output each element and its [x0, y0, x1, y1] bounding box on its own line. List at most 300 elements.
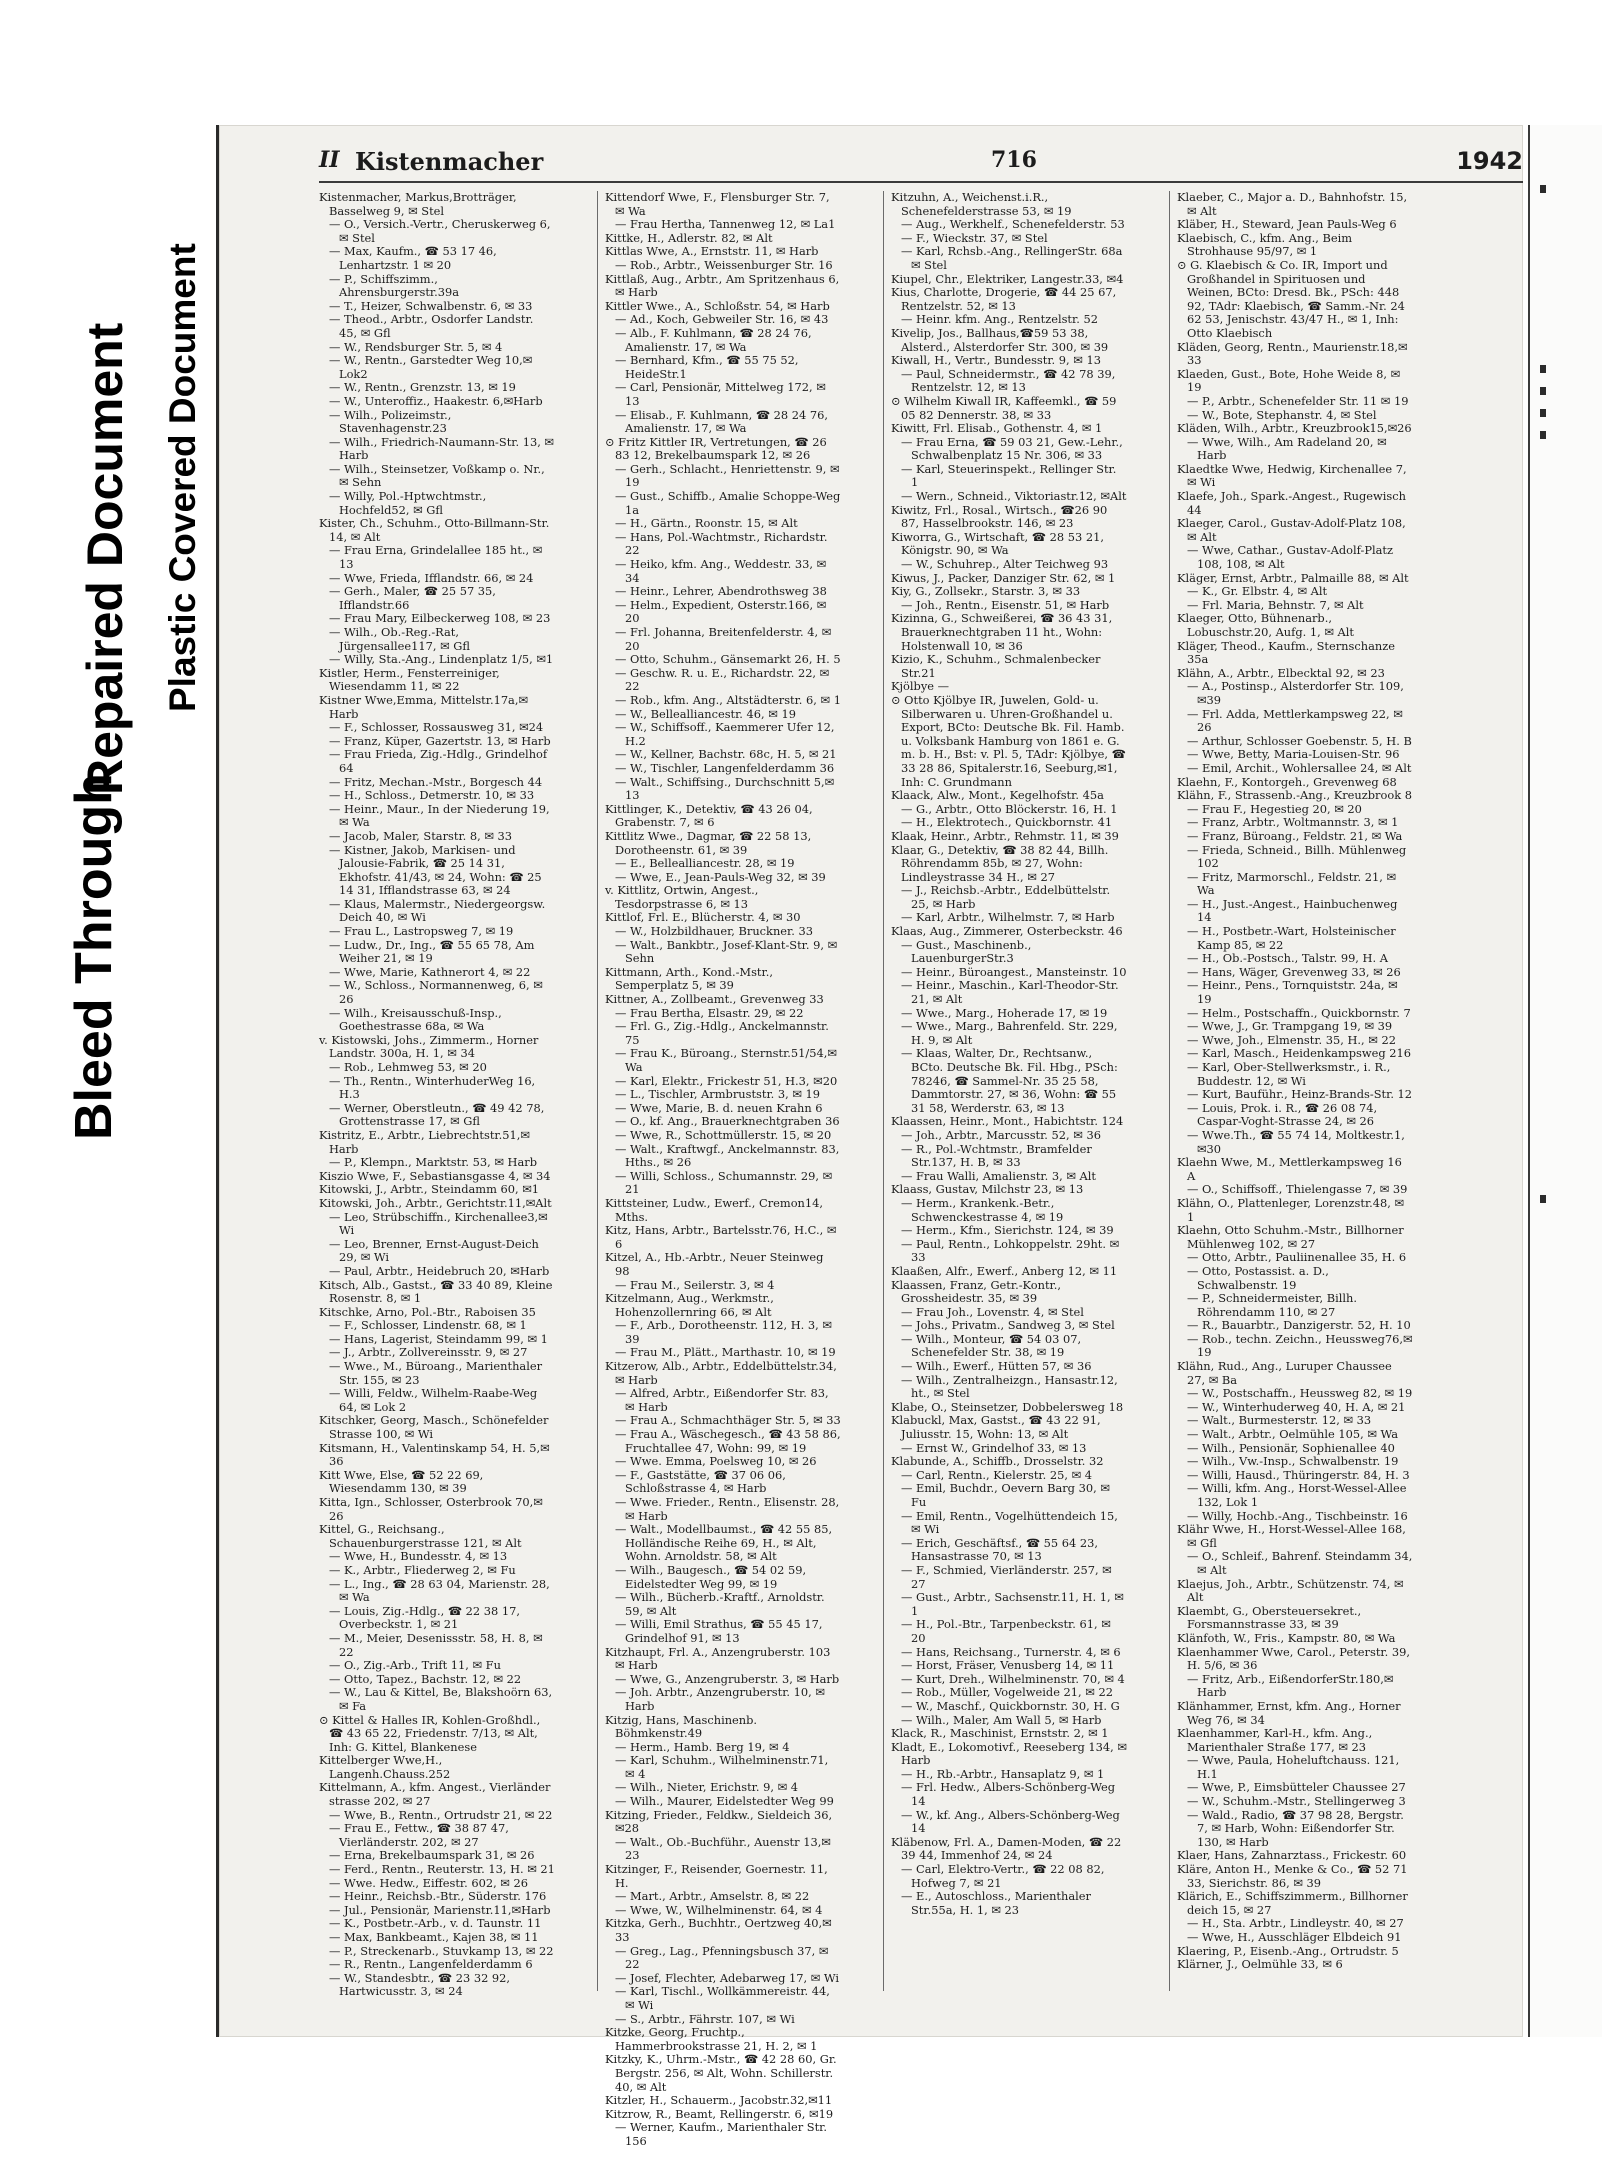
- directory-entry: — W., Kellner, Bachstr. 68c, H. 5, ✉ 21: [615, 747, 837, 762]
- directory-entry: — S., Arbtr., Fährstr. 107, ✉ Wi: [615, 2011, 795, 2026]
- directory-entry: — H., Sta. Arbtr., Lindleystr. 40, ✉ 27: [1187, 1916, 1404, 1931]
- directory-entry: — P., Schiffszimm., Ahrensburgerstr.39a: [329, 271, 460, 300]
- directory-entry: Klähn, O., Plattenleger, Lorenzstr.48, ✉ 1: [1177, 1195, 1405, 1224]
- directory-entry: Kitschker, Georg, Masch., Schönefelder Strasse 100, ✉ Wi: [319, 1413, 549, 1442]
- directory-entry: — Helm., Postschaffn., Quickbornstr. 7: [1187, 1005, 1411, 1020]
- directory-entry: — Joh. Arbtr., Anzengruberstr. 10, ✉Harb: [615, 1685, 825, 1713]
- directory-entry: Klaenhammer Wwe, Carol., Peterstr. 39, H. 5/6, ✉ 36: [1177, 1644, 1410, 1673]
- directory-entry: — Frau Mary, Eilbeckerweg 108, ✉ 23: [329, 611, 551, 626]
- directory-entry: Kizinna, G., Schweißerei, ☎ 36 43 31, Brauerknechtgraben 11 ht., Wohn: Holstenwall 10, ✉ 36: [891, 611, 1113, 653]
- directory-entry: — Walt., Bankbtr., Josef-Klant-Str. 9, ✉ Sehn: [615, 937, 838, 966]
- directory-entry: Kiszio Wwe, F., Sebastiansgasse 4, ✉ 34: [319, 1168, 551, 1183]
- directory-entry: — Wwe, G., Anzengruberstr. 3, ✉ Harb: [615, 1671, 840, 1686]
- directory-entry: — Th., Rentn., WinterhuderWeg 16, H.3: [329, 1073, 536, 1102]
- directory-entry: — Wilh., Ob.-Reg.-Rat, Jürgensallee117, ✉ Gfl: [329, 625, 470, 653]
- directory-entry: — Willy, Pol.-Hptwchtmstr., Hochfeld52, ✉ Gfl: [329, 489, 487, 517]
- directory-entry: ⊙ Otto Kjölbye IR, Juwelen, Gold- u. Silberwaren u. Uhren-Großhandel u. Export, BCto: Deutsche Bk. Fil. Hamb. u. Volksbank Hamburg von 1861 e. G. m. b. H., Bst: v. Pl. 5, TAdr: Kjölbye, ☎ 33 28 86, Spitalerstr.16, Seeburg,✉1, Inh: C. Grundmann: [891, 692, 1126, 789]
- directory-entry: Kitzerow, Alb., Arbtr., Eddelbüttelstr.34, ✉ Harb: [605, 1359, 837, 1387]
- directory-entry: — W., Lau & Kittel, Be, Blakshoörn 63, ✉ Fa: [329, 1685, 553, 1713]
- directory-entry: — T., Heizer, Schwalbenstr. 6, ✉ 33: [329, 298, 533, 313]
- directory-entry: — Franz, Arbtr., Woltmannstr. 3, ✉ 1: [1187, 815, 1399, 830]
- directory-entry: — Fritz, Marmorschl., Feldstr. 21, ✉ Wa: [1187, 869, 1396, 898]
- directory-entry: Kittmann, Arth., Kond.-Mstr., Semperplatz 5, ✉ 39: [605, 964, 773, 993]
- directory-entry: — Wwe, R., Schottmüllerstr. 15, ✉ 20: [615, 1127, 832, 1142]
- directory-entry: — Wwe, Paula, Hoheluftchauss. 121, H.1: [1187, 1753, 1400, 1781]
- directory-entry: Kitzhaupt, Frl. A., Anzengruberstr. 103 ✉ Harb: [605, 1644, 831, 1673]
- directory-entry: — W., Tischler, Langenfelderdamm 36: [615, 760, 835, 775]
- directory-entry: Klaefe, Joh., Spark.-Angest., Rugewisch 44: [1177, 489, 1406, 517]
- directory-entry: Kittner, A., Zollbeamt., Grevenweg 33: [605, 992, 824, 1007]
- directory-entry: — Willi, Emil Strathus, ☎ 55 45 17, Grindelhof 91, ✉ 13: [615, 1617, 823, 1645]
- directory-entry: — Joh., Arbtr., Marcusstr. 52, ✉ 36: [901, 1127, 1101, 1142]
- directory-entry: — W., Postschaffn., Heussweg 82, ✉ 19: [1187, 1386, 1413, 1401]
- directory-entry: — Rob., kfm. Ang., Altstädterstr. 6, ✉ 1: [615, 692, 841, 707]
- directory-entry: — R., Rentn., Langenfelderdamm 6: [329, 1957, 533, 1972]
- directory-entry: Kistenmacher, Markus,Brotträger, Basselweg 9, ✉ Stel: [319, 190, 517, 218]
- directory-entry: — Johs., Privatm., Sandweg 3, ✉ Stel: [901, 1318, 1115, 1333]
- directory-entry: — Walt., Modellbaumst., ☎ 42 55 85, Holländische Reihe 69, H., ✉ Alt, Wohn. Arnoldstr. 58, ✉ Alt: [615, 1522, 833, 1564]
- directory-entry: — W., Holzbildhauer, Bruckner. 33: [615, 924, 813, 939]
- directory-entry: Klänfoth, W., Fris., Kampstr. 80, ✉ Wa: [1177, 1630, 1396, 1645]
- directory-entry: Klaenhammer, Karl-H., kfm. Ang., Marienthaler Straße 177, ✉ 23: [1177, 1726, 1373, 1754]
- directory-entry: Klaeden, Gust., Bote, Hohe Weide 8, ✉19: [1177, 366, 1401, 395]
- directory-entry: — Fritz, Mechan.-Mstr., Borgesch 44: [329, 774, 543, 789]
- edge-text-fragment: [1540, 365, 1546, 373]
- directory-entry: — Werner, Kaufm., Marienthaler Str. 156: [615, 2120, 827, 2148]
- directory-entry: — Heinr. kfm. Ang., Rentzelstr. 52: [901, 312, 1098, 327]
- directory-entry: — F., Schlosser, Rossausweg 31, ✉24: [329, 720, 544, 735]
- directory-entry: — Erich, Geschäftsf., ☎ 55 64 23, Hansastrasse 70, ✉ 13: [901, 1535, 1099, 1564]
- directory-entry: ⊙ Kittel & Halles IR, Kohlen-Großhdl., ☎ 43 65 22, Friedenstr. 7/13, ✉ Alt, Inh: G. Kittel, Blankenese: [319, 1712, 541, 1754]
- directory-entry: Kiy, G., Zollsekr., Starstr. 3, ✉ 33: [891, 584, 1081, 599]
- directory-entry: — Ad., Koch, Gebweiler Str. 16, ✉ 43: [615, 312, 829, 327]
- directory-entry: — W., Bote, Stephanstr. 4, ✉ Stel: [1187, 407, 1377, 422]
- directory-entry: — Heiko, kfm. Ang., Weddestr. 33, ✉ 34: [615, 557, 827, 585]
- directory-entry: Kläger, Ernst, Arbtr., Palmaille 88, ✉ Alt: [1177, 570, 1409, 585]
- directory-entry: — Otto, Schuhm., Gänsemarkt 26, H. 5: [615, 652, 841, 667]
- directory-entry: — Hans, Wäger, Grevenweg 33, ✉ 26: [1187, 964, 1401, 979]
- directory-entry: Klaehn Wwe, M., Mettlerkampsweg 16 A: [1177, 1155, 1402, 1183]
- directory-entry: — F., Wieckstr. 37, ✉ Stel: [901, 230, 1048, 245]
- edge-text-fragment: [1540, 185, 1546, 193]
- directory-entry: Kläden, Wilh., Arbtr., Kreuzbrook15,✉26: [1177, 421, 1412, 436]
- directory-entry: — Max, Bankbeamt., Kajen 38, ✉ 11: [329, 1930, 539, 1944]
- directory-entry: — Franz, Büroang., Feldstr. 21, ✉ Wa: [1187, 828, 1403, 843]
- directory-entry: — R., Pol.-Wchtmstr., Bramfelder Str.137, H. B, ✉ 33: [901, 1141, 1092, 1170]
- directory-entry: — W., Rendsburger Str. 5, ✉ 4: [329, 339, 503, 354]
- directory-entry: — Wwe, J., Gr. Trampgang 19, ✉ 39: [1187, 1019, 1393, 1034]
- directory-entry: — L., Ing., ☎ 28 63 04, Marienstr. 28, ✉ Wa: [329, 1576, 550, 1605]
- edge-text-fragment: [1540, 387, 1546, 395]
- directory-entry: Klaas, Aug., Zimmerer, Osterbeckstr. 46: [891, 924, 1123, 939]
- directory-entry: Kittelmann, A., kfm. Angest., Vierländer strasse 202, ✉ 27: [319, 1780, 551, 1809]
- directory-entry: — Frau A., Wäschegesch., ☎ 43 58 86, Fruchtallee 47, Wohn: 99, ✉ 19: [615, 1427, 841, 1455]
- directory-entry: — Frau Erna, ☎ 59 03 21, Gew.-Lehr., Schwalbenplatz 15 Nr. 306, ✉ 33: [901, 434, 1123, 463]
- directory-entry: Kitowski, Joh., Arbtr., Gerichtstr.11,✉Alt: [319, 1195, 552, 1210]
- directory-entry: — Frieda, Schneid., Billh. Mühlenweg 102: [1187, 842, 1407, 871]
- directory-entry: — Wwe. Hedw., Eiffestr. 602, ✉ 26: [329, 1875, 528, 1890]
- directory-entry: — P., Klempn., Marktstr. 53, ✉ Harb: [329, 1155, 538, 1170]
- directory-entry: ⊙ Fritz Kittler IR, Vertretungen, ☎ 26 83 12, Brekelbaumspark 12, ✉ 26: [605, 434, 827, 463]
- directory-entry: — Ernst W., Grindelhof 33, ✉ 13: [901, 1440, 1087, 1455]
- directory-entry: Kiupel, Chr., Elektriker, Langestr.33, ✉4: [891, 271, 1124, 286]
- directory-entry: v. Kistowski, Johs., Zimmerm., Horner Landstr. 300a, H. 1, ✉ 34: [319, 1032, 539, 1061]
- directory-entry: Kistritz, E., Arbtr., Liebrechtstr.51,✉Harb: [319, 1127, 530, 1156]
- directory-entry: — Wilh., Baugesch., ☎ 54 02 59, Eidelstedter Weg 99, ✉ 19: [615, 1562, 807, 1591]
- directory-entry: — Jacob, Maler, Starstr. 8, ✉ 33: [329, 828, 513, 843]
- directory-entry: v. Kittlitz, Ortwin, Angest., Tesdorpstrasse 6, ✉ 13: [605, 883, 759, 911]
- directory-entry: — Greg., Lag., Pfenningsbusch 37, ✉22: [615, 1943, 829, 1972]
- directory-entry: — Rob., techn. Zeichn., Heussweg76,✉19: [1187, 1331, 1413, 1360]
- directory-entry: Klaembt, G., Obersteuersekret., Forsmannstrasse 33, ✉ 39: [1177, 1603, 1362, 1632]
- directory-entry: — Gerh., Maler, ☎ 25 57 35, Ifflandstr.66: [329, 584, 496, 612]
- directory-entry: — Walt., Arbtr., Oelmühle 105, ✉ Wa: [1187, 1427, 1399, 1442]
- directory-entry: Kitzrow, R., Beamt, Rellingerstr. 6, ✉19: [605, 2106, 834, 2121]
- directory-entry: — Frau L., Lastropsweg 7, ✉ 19: [329, 924, 514, 939]
- directory-entry: — Louis, Zig.-Hdlg., ☎ 22 38 17, Overbeckstr. 1, ✉ 21: [329, 1603, 520, 1632]
- directory-entry: — Franz, Küper, Gazertstr. 13, ✉ Harb: [329, 733, 551, 748]
- directory-entry: — Hans, Pol.-Wachtmstr., Richardstr. 22: [615, 529, 828, 558]
- directory-entry: — Wwe. Frieder., Rentn., Elisenstr. 28, ✉ Harb: [615, 1495, 840, 1523]
- directory-entry: — L., Tischler, Armbruststr. 3, ✉ 19: [615, 1087, 821, 1102]
- directory-entry: Klärich, E., Schiffszimmerm., Billhorner deich 15, ✉ 27: [1177, 1889, 1408, 1917]
- directory-entry: — Wwe. Emma, Poelsweg 10, ✉ 26: [615, 1454, 817, 1469]
- directory-entry: — Rob., Müller, Vogelweide 21, ✉ 22: [901, 1685, 1113, 1700]
- directory-entry: Kitsch, Alb., Gastst., ☎ 33 40 89, Kleine Rosenstr. 8, ✉ 1: [319, 1277, 553, 1306]
- directory-entry: Kiwus, J., Packer, Danziger Str. 62, ✉ 1: [891, 570, 1116, 585]
- directory-entry: Klaassen, Heinr., Mont., Habichtstr. 124: [891, 1114, 1124, 1129]
- directory-entry: Kläber, H., Steward, Jean Pauls-Weg 6: [1177, 217, 1397, 232]
- directory-entry: — Josef, Flechter, Adebarweg 17, ✉ Wi: [615, 1970, 840, 1985]
- directory-entry: — Frau M., Seilerstr. 3, ✉ 4: [615, 1277, 775, 1292]
- directory-entry: — Frau M., Plätt., Marthastr. 10, ✉ 19: [615, 1345, 836, 1360]
- directory-entry: — Wwe, Joh., Elmenstr. 35, H., ✉ 22: [1187, 1032, 1396, 1047]
- directory-entry: — Kistner, Jakob, Markisen- und Jalousie-Fabrik, ☎ 25 14 31, Ekhofstr. 41/43, ✉ 24, Wohn: ☎ 25 14 31, Ifflandstrasse 63, ✉ 24: [329, 842, 542, 898]
- directory-entry: — W., Winterhuderweg 40, H. A, ✉ 21: [1187, 1399, 1406, 1414]
- directory-entry: — Louis, Prok. i. R., ☎ 26 08 74, Caspar-Voght-Strasse 24, ✉ 26: [1187, 1100, 1378, 1129]
- directory-entry: — Arthur, Schlosser Goebenstr. 5, H. B: [1187, 733, 1412, 748]
- directory-entry: — K., Arbtr., Fliederweg 2, ✉ Fu: [329, 1562, 516, 1577]
- directory-entry: — Heinr., Maur., In der Niederung 19, ✉ Wa: [329, 801, 550, 830]
- directory-entry: — Wilh., Pensionär, Sophienallee 40: [1187, 1440, 1395, 1455]
- directory-entry: — Karl, Arbtr., Wilhelmstr. 7, ✉ Harb: [901, 910, 1115, 925]
- entries-column-1: [319, 191, 555, 2001]
- directory-entry: — Frl. Johanna, Breitenfelderstr. 4, ✉ 20: [615, 625, 832, 653]
- directory-entry: — P., Streckenarb., Stuvkamp 13, ✉ 22: [329, 1943, 554, 1958]
- directory-entry: — Wilh., Zentralheizgn., Hansastr.12, ht., ✉ Stel: [901, 1372, 1118, 1401]
- directory-entry: — W., Bellealliancestr. 46, ✉ 19: [615, 706, 796, 721]
- directory-entry: Kitzinger, F., Reisender, Goernestr. 11, H.: [605, 1862, 828, 1890]
- directory-entry: — Willy, Sta.-Ang., Lindenplatz 1/5, ✉1: [329, 652, 554, 667]
- page-header: [319, 147, 1523, 177]
- adjacent-page-edge: [1528, 125, 1602, 2037]
- directory-entry: Kitzky, K., Uhrm.-Mstr., ☎ 42 28 60, Gr. Bergstr. 256, ✉ Alt, Wohn. Schillerstr. 40, ✉ Alt: [605, 2052, 837, 2094]
- directory-entry: Kitzing, Frieder., Feldkw., Sieldeich 36,✉28: [605, 1807, 833, 1836]
- directory-entry: Klaack, Alw., Mont., Kegelhofstr. 45a: [891, 788, 1104, 803]
- directory-entry: Kladt, E., Lokomotivf., Reeseberg 134, ✉ Harb: [891, 1739, 1127, 1768]
- directory-entry: — Frau Bertha, Elsastr. 29, ✉ 22: [615, 1005, 804, 1020]
- directory-entry: — Werner, Oberstleutn., ☎ 49 42 78, Grottenstrasse 17, ✉ Gfl: [329, 1100, 545, 1129]
- directory-entry: — Wwe, H., Ausschläger Elbdeich 91: [1187, 1930, 1402, 1944]
- directory-entry: Klärner, J., Oelmühle 33, ✉ 6: [1177, 1957, 1343, 1972]
- directory-entry: — F., Gaststätte, ☎ 37 06 06, Schloßstrasse 4, ✉ Harb: [615, 1467, 786, 1496]
- directory-entry: Klaassen, Franz, Getr.-Kontr., Grossheidestr. 35, ✉ 39: [891, 1277, 1061, 1306]
- directory-entry: — Heinr., Maschin., Karl-Theodor-Str. 21, ✉ Alt: [901, 978, 1119, 1007]
- directory-entry: — Wilh., Ewerf., Hütten 57, ✉ 36: [901, 1359, 1092, 1374]
- directory-entry: Kitsmann, H., Valentinskamp 54, H. 5,✉36: [319, 1440, 550, 1469]
- directory-entry: Kistler, Herm., Fensterreiniger, Wiesendamm 11, ✉ 22: [319, 665, 500, 694]
- directory-entry: — Erna, Brekelbaumspark 31, ✉ 26: [329, 1848, 535, 1863]
- directory-entry: Kittel, G., Reichsang., Schauenburgerstrasse 121, ✉ Alt: [319, 1522, 522, 1550]
- directory-entry: — Max, Kaufm., ☎ 53 17 46, Lenhartzstr. 1 ✉ 20: [329, 244, 497, 272]
- directory-entry: Klaer, Hans, Zahnarztass., Frickestr. 60: [1177, 1848, 1407, 1863]
- directory-entry: Kittendorf Wwe, F., Flensburger Str. 7, ✉ Wa: [605, 190, 830, 218]
- directory-entry: Kläbenow, Frl. A., Damen-Moden, ☎ 22 39 44, Immenhof 24, ✉ 24: [891, 1834, 1122, 1863]
- directory-entry: — Emil, Archit., Wohlersallee 24, ✉ Alt: [1187, 760, 1412, 775]
- directory-entry: — Wald., Radio, ☎ 37 98 28, Bergstr. 7, ✉ Harb, Wohn: Eißendorfer Str. 130, ✉ Harb: [1187, 1807, 1404, 1849]
- directory-entry: — Wwe, Marie, Kathnerort 4, ✉ 22: [329, 964, 531, 979]
- directory-entry: Klaass, Gustav, Milchstr 23, ✉ 13: [891, 1182, 1084, 1197]
- directory-entry: Klähr Wwe, H., Horst-Wessel-Allee 168, ✉ Gfl: [1177, 1522, 1406, 1550]
- directory-entry: — Heinr., Pens., Tornquiststr. 24a, ✉ 19: [1187, 978, 1398, 1007]
- directory-entry: Klabuckl, Max, Gastst., ☎ 43 22 91, Juliusstr. 15, Wohn: 13, ✉ Alt: [891, 1413, 1101, 1442]
- directory-entry: — R., Bauarbtr., Danzigerstr. 52, H. 10: [1187, 1318, 1411, 1333]
- directory-entry: — Emil, Buchdr., Oevern Barg 30, ✉ Fu: [901, 1481, 1110, 1509]
- directory-entry: — A., Postinsp., Alsterdorfer Str. 109,✉39: [1187, 679, 1404, 707]
- directory-entry: Klaedtke Wwe, Hedwig, Kirchenallee 7, ✉ Wi: [1177, 461, 1407, 490]
- directory-entry: — Kurt, Bauführ., Heinz-Brands-Str. 12: [1187, 1087, 1413, 1102]
- year-label: 1942: [1456, 147, 1523, 175]
- directory-entry: Kittlof, Frl. E., Blücherstr. 4, ✉ 30: [605, 910, 801, 925]
- directory-entry: Kitzke, Georg, Fruchtp., Hammerbrookstrasse 21, H. 2, ✉ 1: [605, 2025, 818, 2053]
- directory-entry: — Karl, Elektr., Frickestr 51, H.3, ✉20: [615, 1073, 838, 1088]
- directory-entry: — O., kf. Ang., Brauerknechtgraben 36: [615, 1114, 840, 1129]
- directory-entry: — Wwe, Marie, B. d. neuen Krahn 6: [615, 1100, 823, 1115]
- directory-entry: — Frl. G., Zig.-Hdlg., Anckelmannstr. 75: [615, 1019, 829, 1047]
- directory-entry: — Walt., Kraftwgf., Anckelmannstr. 83, Hths., ✉ 26: [615, 1141, 840, 1170]
- directory-entry: Kitta, Ign., Schlosser, Osterbrook 70,✉26: [319, 1495, 543, 1523]
- directory-entry: Klaak, Heinr., Arbtr., Rehmstr. 11, ✉ 39: [891, 828, 1119, 843]
- directory-entry: — J., Arbtr., Zollvereinsstr. 9, ✉ 27: [329, 1345, 528, 1360]
- directory-entry: Kius, Charlotte, Drogerie, ☎ 44 25 67, Rentzelstr. 52, ✉ 13: [891, 285, 1117, 313]
- directory-entry: — Willi, Hausd., Thüringerstr. 84, H. 3: [1187, 1467, 1410, 1482]
- directory-entry: — Rob., Lehmweg 53, ✉ 20: [329, 1060, 487, 1074]
- column-divider: [597, 191, 598, 1991]
- directory-entry: — Herm., Krankenk.-Betr., Schwenckestrasse 4, ✉ 19: [901, 1195, 1064, 1224]
- directory-entry: — Wilh., Vw.-Insp., Schwalbenstr. 19: [1187, 1454, 1399, 1469]
- directory-entry: Klaebisch, C., kfm. Ang., Beim Strohhause 95/97, ✉ 1: [1177, 230, 1353, 259]
- directory-entry: Kitzler, H., Schauerm., Jacobstr.32,✉11: [605, 2093, 833, 2108]
- directory-entry: — P., Arbtr., Schenefelder Str. 11 ✉ 19: [1187, 393, 1409, 408]
- directory-entry: — Wwe, H., Bundesstr. 4, ✉ 13: [329, 1549, 508, 1564]
- directory-entry: Klaeber, C., Major a. D., Bahnhofstr. 15, ✉ Alt: [1177, 190, 1408, 218]
- column-divider: [883, 191, 884, 1991]
- directory-entry: — Carl, Elektro-Vertr., ☎ 22 08 82, Hofweg 7, ✉ 21: [901, 1862, 1105, 1890]
- directory-entry: — H., Postbetr.-Wart, Holsteinischer Kamp 85, ✉ 22: [1187, 924, 1396, 952]
- directory-entry: — Karl, Ober-Stellwerksmstr., i. R., Buddestr. 12, ✉ Wi: [1187, 1060, 1391, 1088]
- directory-entry: — Wilh., Steinsetzer, Voßkamp o. Nr., ✉ Sehn: [329, 461, 545, 490]
- directory-entry: — O., Versich.-Vertr., Cheruskerweg 6, ✉ Stel: [329, 217, 551, 245]
- directory-entry: — Frl. Hedw., Albers-Schönberg-Weg 14: [901, 1780, 1116, 1809]
- directory-entry: Kitzel, A., Hb.-Arbtr., Neuer Steinweg 98: [605, 1250, 824, 1278]
- directory-entry: — W., Rentn., Garstedter Weg 10,✉Lok2: [329, 353, 533, 381]
- directory-entry: — F., Arb., Dorotheenstr. 112, H. 3, ✉ 39: [615, 1318, 832, 1346]
- directory-entry: — Aug., Werkhelf., Schenefelderstr. 53: [901, 217, 1125, 232]
- directory-entry: — Frl. Maria, Behnstr. 7, ✉ Alt: [1187, 597, 1364, 612]
- directory-entry: — Frau Frieda, Zig.-Hdlg., Grindelhof 64: [329, 747, 548, 775]
- directory-entry: — Bernhard, Kfm., ☎ 55 75 52, HeideStr.1: [615, 353, 799, 381]
- directory-entry: — H., Pol.-Btr., Tarpenbeckstr. 61, ✉ 20: [901, 1617, 1111, 1645]
- directory-entry: — H., Ob.-Postsch., Talstr. 99, H. A: [1187, 951, 1388, 966]
- directory-entry: — Wern., Schneid., Viktoriastr.12, ✉Alt: [901, 489, 1127, 504]
- directory-entry: Klabunde, A., Schiffb., Drosselstr. 32: [891, 1454, 1104, 1469]
- directory-entry: — Karl, Schuhm., Wilhelminenstr.71, ✉ 4: [615, 1753, 829, 1781]
- directory-entry: — Wwe, E., Jean-Pauls-Weg 32, ✉ 39: [615, 869, 826, 884]
- scanned-directory-page: [216, 125, 1523, 2148]
- running-head-name: Kistenmacher: [355, 147, 544, 176]
- directory-entry: — Leo, Strübschiffn., Kirchenallee3,✉Wi: [329, 1209, 548, 1238]
- directory-entry: Kitschke, Arno, Pol.-Btr., Raboisen 35: [319, 1304, 536, 1319]
- directory-entry: — Leo, Brenner, Ernst-August-Deich 29, ✉ Wi: [329, 1236, 539, 1265]
- directory-entry: — Karl, Steuerinspekt., Rellinger Str. 1: [901, 461, 1117, 490]
- repaired-document-label: Repaired Document: [77, 322, 133, 795]
- directory-entry: — Wwe, W., Wilhelminenstr. 64, ✉ 4: [615, 1902, 823, 1917]
- entries-column-2: [605, 190, 841, 2148]
- directory-entry: — Helm., Expedient, Osterstr.166, ✉ 20: [615, 597, 827, 626]
- directory-entry: — Wwe., M., Büroang., Marienthaler Str. 155, ✉ 23: [329, 1359, 543, 1387]
- directory-entry: — Otto, Tapez., Bachstr. 12, ✉ 22: [329, 1671, 522, 1686]
- directory-entry: — Wilh., Maler, Am Wall 5, ✉ Harb: [901, 1712, 1102, 1727]
- directory-entry: — Karl, Rchsb.-Ang., RellingerStr. 68a ✉ Stel: [901, 244, 1123, 272]
- directory-entry: — Karl, Masch., Heidenkampsweg 216: [1187, 1046, 1411, 1061]
- directory-entry: — Wilh., Maurer, Eidelstedter Weg 99: [615, 1794, 834, 1809]
- directory-entry: — Kurt, Dreh., Wilhelminenstr. 70, ✉ 4: [901, 1671, 1125, 1686]
- directory-entry: — Wwe, B., Rentn., Ortrudstr 21, ✉ 22: [329, 1807, 553, 1822]
- directory-entry: — W., Schuhrep., Alter Teichweg 93: [901, 557, 1109, 572]
- directory-entry: — Wwe.Th., ☎ 55 74 14, Moltkestr.1,✉30: [1187, 1127, 1405, 1156]
- directory-entry: — Mart., Arbtr., Amselstr. 8, ✉ 22: [615, 1889, 810, 1904]
- directory-entry: Kläger, Theod., Kaufm., Sternschanze 35a: [1177, 638, 1395, 667]
- directory-entry: — Wwe, Wilh., Am Radeland 20, ✉ Harb: [1187, 434, 1387, 463]
- directory-entry: Kiwitz, Frl., Rosal., Wirtsch., ☎26 90 87, Hasselbrookstr. 146, ✉ 23: [891, 502, 1108, 531]
- directory-entry: — Wilh., Bücherb.-Kraftf., Arnoldstr. 59, ✉ Alt: [615, 1590, 825, 1618]
- directory-entry: — H., Schloss., Detmerstr. 10, ✉ 33: [329, 788, 535, 803]
- directory-entry: — Wwe, P., Eimsbütteler Chaussee 27: [1187, 1780, 1406, 1795]
- directory-entry: — Rob., Arbtr., Weissenburger Str. 16: [615, 257, 833, 272]
- section-prefix: II: [319, 147, 340, 173]
- directory-entry: — Frau E., Fettw., ☎ 38 87 47, Vierländerstr. 202, ✉ 27: [329, 1821, 509, 1849]
- directory-entry: — Willy, Hochb.-Ang., Tischbeinstr. 16: [1187, 1508, 1408, 1523]
- entries-column-4: [1177, 191, 1413, 2001]
- directory-entry: — Walt., Ob.-Buchführ., Auenstr 13,✉23: [615, 1834, 831, 1863]
- directory-entry: — G., Arbtr., Otto Blöckerstr. 16, H. 1: [901, 801, 1118, 816]
- directory-entry: — Paul, Rentn., Lohkoppelstr. 29ht. ✉33: [901, 1236, 1120, 1265]
- directory-entry: — O., Schiffsoff., Thielengasse 7, ✉ 39: [1187, 1182, 1408, 1197]
- directory-entry: — Heinr., Reichsb.-Btr., Süderstr. 176: [329, 1889, 547, 1904]
- directory-entry: — Hans, Lagerist, Steindamm 99, ✉ 1: [329, 1331, 548, 1346]
- edge-text-fragment: [1540, 409, 1546, 417]
- directory-entry: — Wilh., Monteur, ☎ 54 03 07, Schenefelder Str. 38, ✉ 19: [901, 1331, 1082, 1360]
- directory-entry: Kivelip, Jos., Ballhaus,☎59 53 38, Alsterd., Alsterdorfer Str. 300, ✉ 39: [891, 325, 1109, 354]
- directory-entry: — Emil, Rentn., Vogelhüttendeich 15, ✉ Wi: [901, 1508, 1118, 1537]
- directory-entry: — Alb., F. Kuhlmann, ☎ 28 24 76, Amalienstr. 17, ✉ Wa: [615, 325, 812, 354]
- directory-entry: Klaar, G., Detektiv, ☎ 38 82 44, Billh. Röhrendamm 85b, ✉ 27, Wohn: Lindleystrasse 34 H., ✉ 27: [891, 842, 1109, 884]
- directory-entry: — K., Gr. Elbstr. 4, ✉ Alt: [1187, 584, 1328, 599]
- directory-entry: — Otto, Arbtr., Pauliinenallee 35, H. 6: [1187, 1250, 1407, 1265]
- directory-entry: Kiwall, H., Vertr., Bundesstr. 9, ✉ 13: [891, 353, 1101, 368]
- directory-entry: Kläden, Georg, Rentn., Maurienstr.18,✉33: [1177, 339, 1408, 368]
- directory-entry: — W., Schiffsoff., Kaemmerer Ufer 12, H.2: [615, 720, 835, 748]
- directory-entry: Klaeger, Otto, Bühnenarb., Lobuschstr.20, Aufg. 1, ✉ Alt: [1177, 611, 1354, 639]
- directory-entry: Kitt Wwe, Else, ☎ 52 22 69, Wiesendamm 130, ✉ 39: [319, 1467, 484, 1496]
- directory-entry: Kjölbye —: [891, 679, 950, 694]
- directory-entry: — Ferd., Rentn., Reuterstr. 13, H. ✉ 21: [329, 1862, 555, 1877]
- directory-entry: Klaering, P., Eisenb.-Ang., Ortrudstr. 5: [1177, 1943, 1399, 1958]
- entries-column-3: [891, 191, 1127, 2001]
- directory-entry: Klack, R., Maschinist, Ernststr. 2, ✉ 1: [891, 1726, 1109, 1741]
- directory-entry: Kitzka, Gerh., Buchhtr., Oertzweg 40,✉33: [605, 1916, 832, 1944]
- directory-entry: — Alfred, Arbtr., Eißendorfer Str. 83, ✉ Harb: [615, 1386, 829, 1414]
- directory-entry: — Heinr., Büroangest., Mansteinstr. 10: [901, 964, 1127, 979]
- directory-entry: — F., Schlosser, Lindenstr. 68, ✉ 1: [329, 1318, 527, 1333]
- directory-entry: — Wilh., Nieter, Erichstr. 9, ✉ 4: [615, 1780, 798, 1795]
- directory-entry: — P., Schneidermeister, Billh. Röhrendamm 110, ✉ 27: [1187, 1291, 1357, 1319]
- directory-entry: Kittlitz Wwe., Dagmar, ☎ 22 58 13, Dorotheenstr. 61, ✉ 39: [605, 828, 812, 857]
- directory-entry: — Wwe, Betty, Maria-Louisen-Str. 96: [1187, 747, 1400, 762]
- directory-entry: Kizio, K., Schuhm., Schmalenbecker Str.21: [891, 652, 1101, 680]
- directory-entry: — Paul, Schneidermstr., ☎ 42 78 39, Rentzelstr. 12, ✉ 13: [901, 366, 1116, 395]
- directory-entry: Kitz, Hans, Arbtr., Bartelsstr.76, H.C., ✉6: [605, 1223, 837, 1251]
- directory-entry: — Gust., Schiffb., Amalie Schoppe-Weg 1a: [615, 489, 841, 517]
- directory-entry: — H., Rb.-Arbtr., Hansaplatz 9, ✉ 1: [901, 1766, 1105, 1781]
- directory-entry: Kistner Wwe,Emma, Mittelstr.17a,✉Harb: [319, 692, 529, 721]
- directory-entry: — W., kf. Ang., Albers-Schönberg-Weg 14: [901, 1807, 1120, 1836]
- directory-entry: Kiworra, G., Wirtschaft, ☎ 28 53 21, Königstr. 90, ✉ Wa: [891, 529, 1104, 558]
- directory-entry: — M., Meier, Desenissstr. 58, H. 8, ✉ 22: [329, 1630, 543, 1659]
- directory-entry: — Wwe, Cathar., Gustav-Adolf-Platz 108, 108, ✉ Alt: [1187, 543, 1394, 572]
- directory-entry: — E., Autoschloss., Marienthaler Str.55a, H. 1, ✉ 23: [901, 1889, 1091, 1917]
- directory-entry: Kittelberger Wwe,H., Langenh.Chauss.252: [319, 1753, 451, 1781]
- directory-entry: Kittlas Wwe, A., Ernststr. 11, ✉ Harb: [605, 244, 819, 259]
- directory-entry: — Joh., Rentn., Eisenstr. 51, ✉ Harb: [901, 597, 1110, 612]
- plastic-covered-document-label: Plastic Covered Document: [162, 243, 203, 712]
- directory-entry: — H., Gärtn., Roonstr. 15, ✉ Alt: [615, 516, 798, 531]
- directory-entry: — K., Postbetr.-Arb., v. d. Taunstr. 11: [329, 1916, 542, 1931]
- directory-entry: — W., Unteroffiz., Haakestr. 6,✉Harb: [329, 393, 543, 408]
- directory-entry: — Klaas, Walter, Dr., Rechtsanw., BCto. Deutsche Bk. Fil. Hbg., PSch: 78246, ☎ Sammel-Nr. 35 25 58, Dammtorstr. 27, ✉ 36, Wohn: ☎ 55 31 58, Werderstr. 63, ✉ 13: [901, 1046, 1118, 1115]
- directory-entry: Klänhammer, Ernst, kfm. Ang., Horner Weg 76, ✉ 34: [1177, 1698, 1401, 1727]
- directory-entry: — H., Just.-Angest., Hainbuchenweg 14: [1187, 896, 1398, 925]
- directory-entry: — Gerh., Schlacht., Henriettenstr. 9, ✉ 19: [615, 461, 840, 490]
- directory-entry: Kitzig, Hans, Maschinenb. Böhmkenstr.49: [605, 1712, 758, 1741]
- directory-entry: — Frau F., Hegestieg 20, ✉ 20: [1187, 801, 1362, 816]
- edge-text-fragment: [1540, 431, 1546, 439]
- directory-entry: — Heinr., Lehrer, Abendrothsweg 38: [615, 584, 827, 599]
- directory-entry: Klaejus, Joh., Arbtr., Schützenstr. 74, ✉ Alt: [1177, 1576, 1404, 1605]
- directory-entry: — W., Maschf., Quickbornstr. 30, H. G: [901, 1698, 1120, 1713]
- directory-entry: — W., Schloss., Normannenweg, 6, ✉26: [329, 978, 543, 1007]
- directory-entry: — W., Standesbtr., ☎ 23 32 92, Hartwicusstr. 3, ✉ 24: [329, 1970, 511, 1999]
- directory-entry: — Herm., Hamb. Berg 19, ✉ 4: [615, 1739, 790, 1754]
- directory-entry: — Willi, Schloss., Schumannstr. 29, ✉21: [615, 1168, 833, 1197]
- directory-entry: Kister, Ch., Schuhm., Otto-Billmann-Str. 14, ✉ Alt: [319, 516, 550, 544]
- directory-entry: — Fritz, Arb., EißendorferStr.180,✉Harb: [1187, 1671, 1394, 1700]
- directory-entry: — Wwe., Marg., Bahrenfeld. Str. 229, H. 9, ✉ Alt: [901, 1019, 1118, 1047]
- directory-entry: — O., Schleif., Bahrenf. Steindamm 34, ✉ Alt: [1187, 1549, 1413, 1577]
- directory-entry: — Willi, kfm. Ang., Horst-Wessel-Allee 132, Lok 1: [1187, 1481, 1407, 1509]
- directory-entry: — Gust., Maschinenb., LauenburgerStr.3: [901, 937, 1032, 966]
- directory-entry: Kittlaß, Aug., Arbtr., Am Spritzenhaus 6, ✉ Harb: [605, 271, 840, 300]
